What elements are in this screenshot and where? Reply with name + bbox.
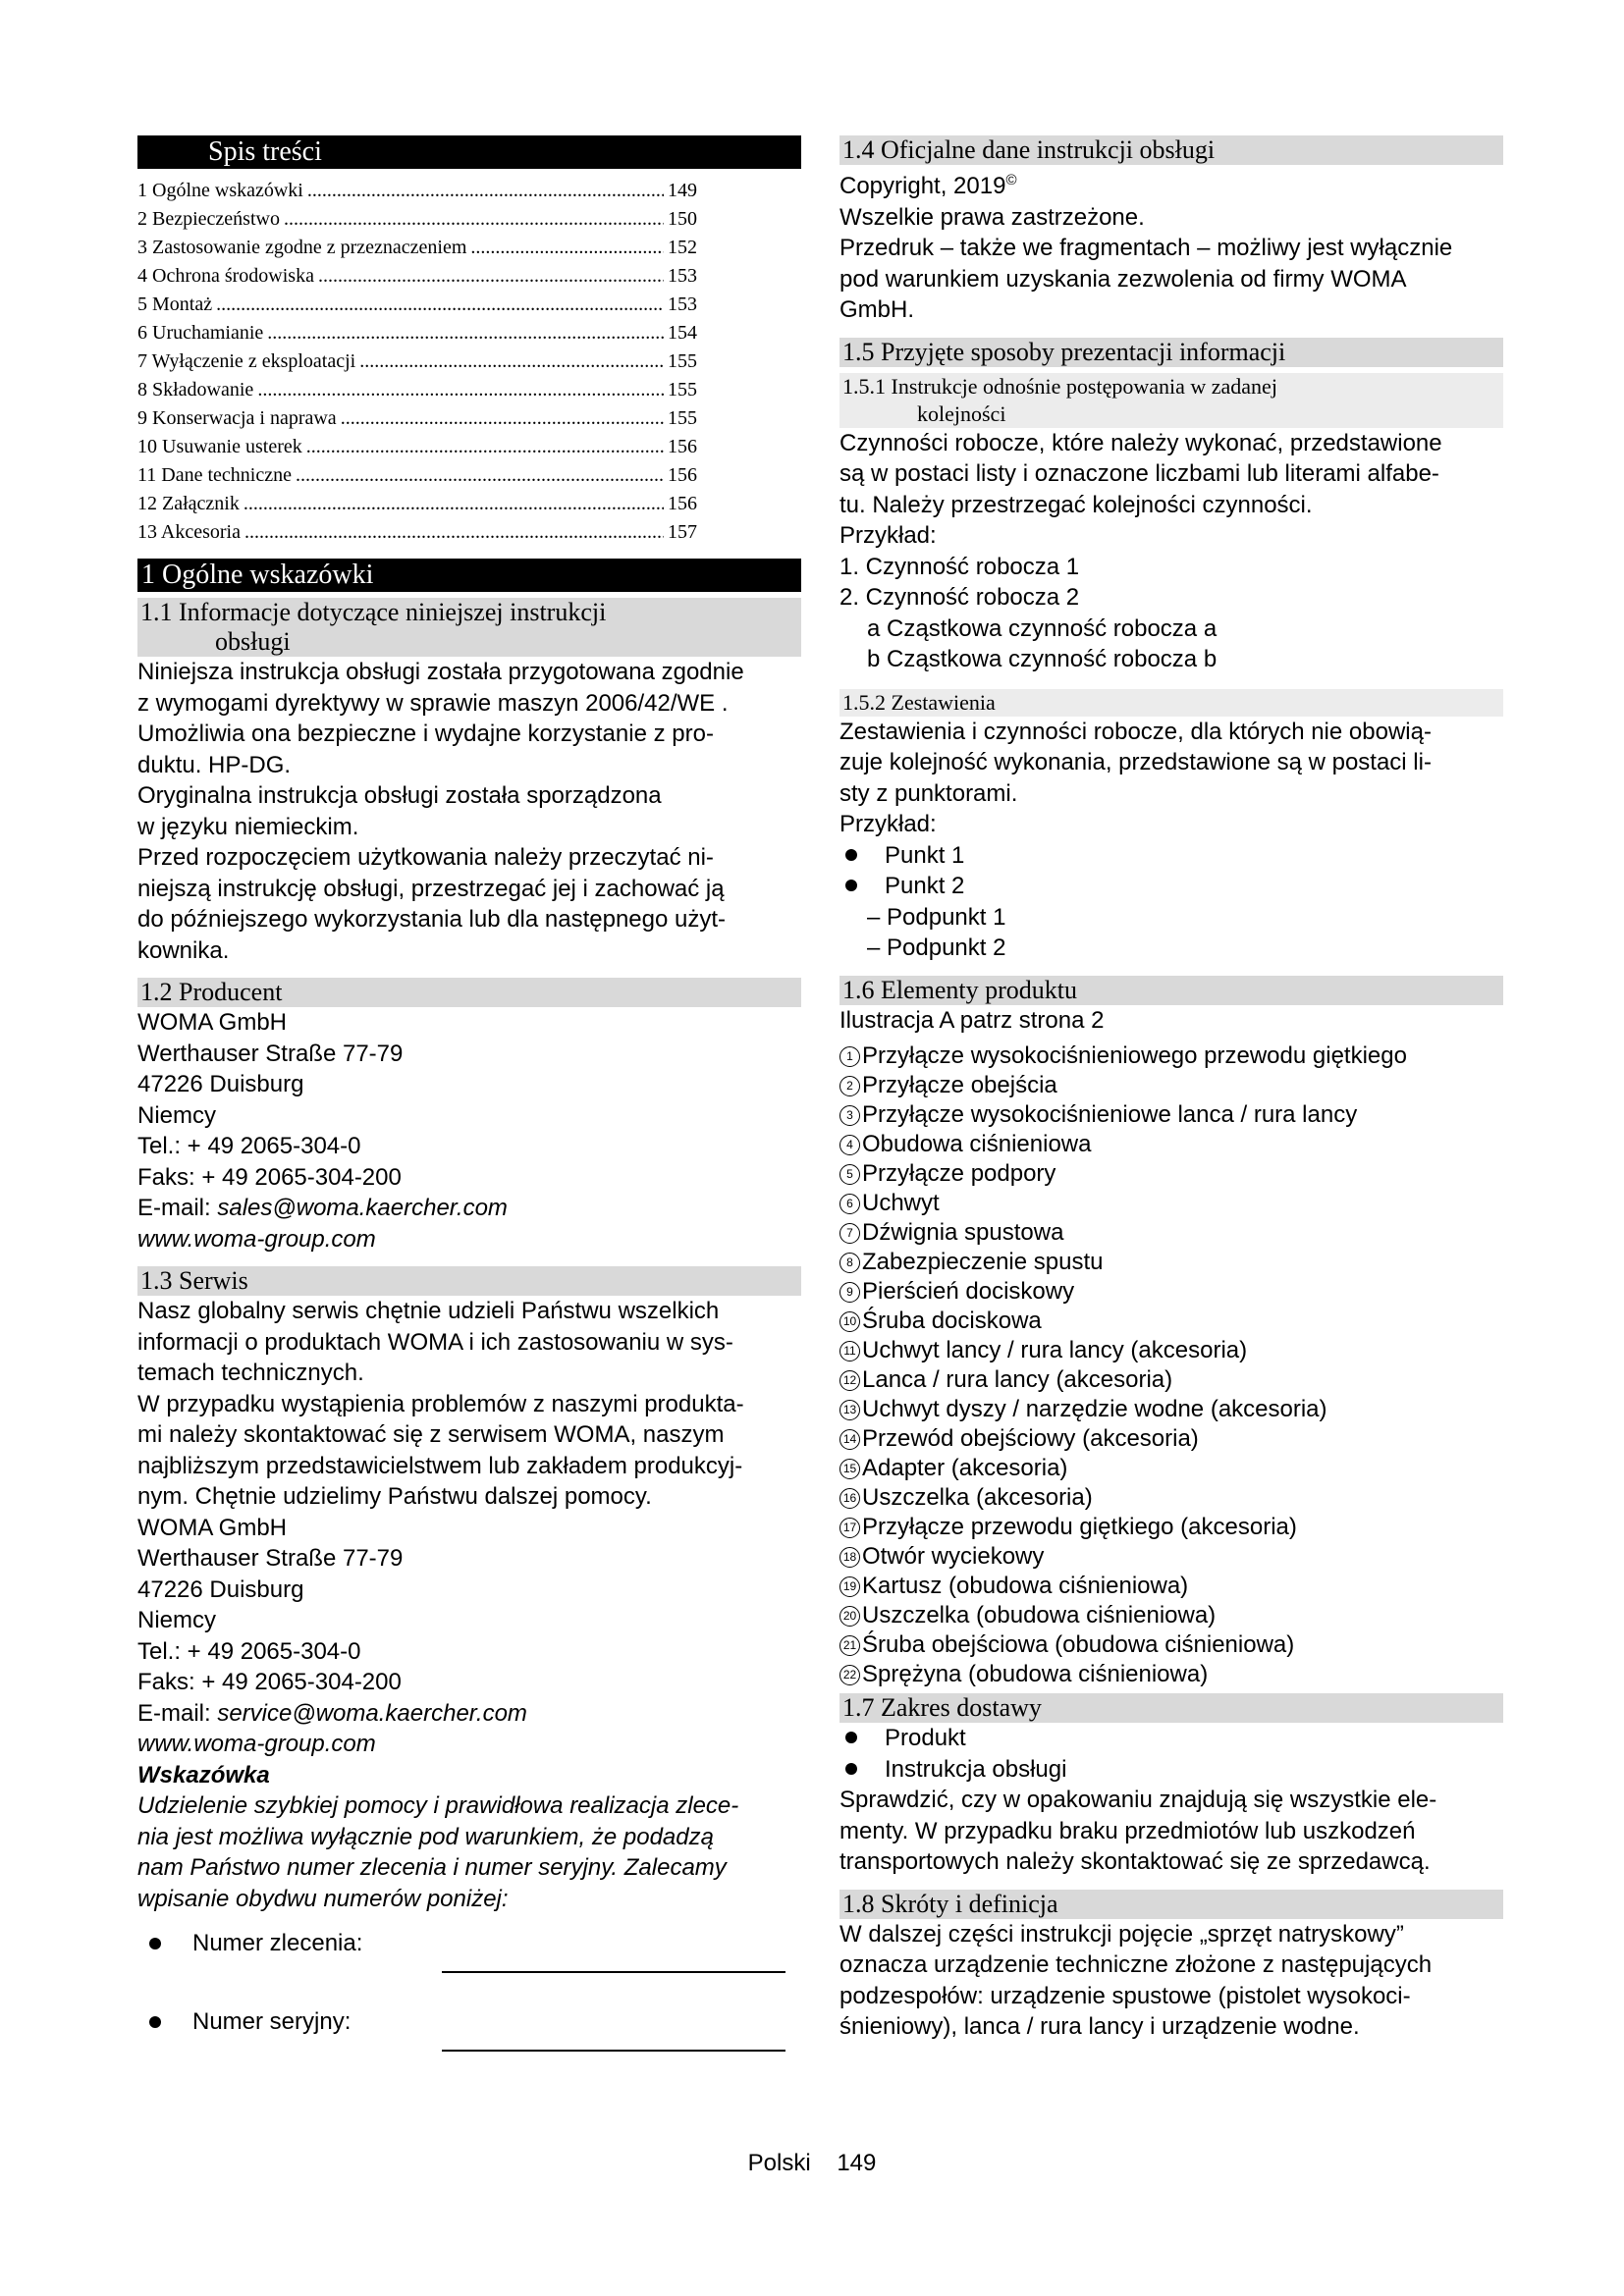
list-item: 17 Przyłącze przewodu giętkiego (akcesoria) [839, 1513, 1503, 1542]
section-heading-1-8: 1.8 Skróty i definicja [839, 1890, 1503, 1919]
number-circle-icon: 9 [839, 1282, 860, 1303]
list-item: 3 Przyłącze wysokociśnieniowe lanca / rura lancy [839, 1100, 1503, 1130]
list-item: 11 Uchwyt lancy / rura lancy (akcesoria) [839, 1336, 1503, 1365]
list-item: 2 Przyłącze obejścia [839, 1071, 1503, 1100]
page-footer [0, 2150, 1624, 2177]
section-heading-1-5: 1.5 Przyjęte sposoby prezentacji informacji [839, 338, 1503, 367]
list-item: 5 Przyłącze podpory [839, 1159, 1503, 1189]
figure-reference: Ilustracja A patrz strona 2 [839, 1006, 1105, 1034]
section-heading-1-7: 1.7 Zakres dostawy [839, 1693, 1503, 1723]
number-circle-icon: 12 [839, 1370, 860, 1391]
list-item: Punkt 1 [839, 840, 1503, 872]
list-item: 18 Otwór wyciekowy [839, 1542, 1503, 1572]
list-item: 16 Uszczelka (akcesoria) [839, 1483, 1503, 1513]
number-circle-icon: 18 [839, 1547, 860, 1568]
list-item: 15 Adapter (akcesoria) [839, 1454, 1503, 1483]
list-item: Instrukcja obsługi [839, 1754, 1503, 1786]
list-item: 8 Zabezpieczenie spustu [839, 1248, 1503, 1277]
bullet-icon [149, 1938, 161, 1949]
list-item: b Cząstkowa czynność robocza b [867, 646, 1218, 672]
toc-entry[interactable]: 9 Konserwacja i naprawa ..... 155 [137, 404, 697, 433]
list-item: 14 Przewód obejściowy (akcesoria) [839, 1424, 1503, 1454]
list-item: 21 Śruba obejściowa (obudowa ciśnieniowa) [839, 1630, 1503, 1660]
section-heading-1-6: 1.6 Elementy produktu [839, 976, 1503, 1005]
number-circle-icon: 19 [839, 1576, 860, 1597]
list-item: – Podpunkt 2 [867, 934, 1006, 961]
footer-language: Polski [747, 2150, 811, 2176]
order-number-field[interactable]: Numer zlecenia: [137, 1928, 801, 2006]
note-title: Wskazówka [137, 1761, 270, 1789]
section-1-1-body: Niniejsza instrukcja obsługi została przygotowana zgodnie z wymogami dyrektywy w sprawie maszyn 2006/42/WE . Umożliwia ona bezpieczne i wydajne korzystanie z pro- duktu. HP-DG. Oryginalna instrukcja obsługi została sporządzona w języku niemieckim. Przed rozpoczęciem użytkowania należy przeczytać ni- niejszą instrukcję obsługi, przestrzegać jej i zachować ją do późniejszego wykorzystania lub dla następnego użyt- kownika. [137, 659, 744, 964]
right-column: 1.4 Oficjalne dane instrukcji obsługi Copyright, 2019© Wszelkie prawa zastrzeżone. Przedruk – także we fragmentach – możliwy jest wyłącznie pod warunkiem uzyskania zezwolenia od firmy WOMA GmbH. 1.5 Przyjęte sposoby prezentacji informacji 1.5.1 Instrukcje odnośnie postępowania w zadanej kolejności Czynności robocze, które należy wykonać, przedstawione są w postaci listy i oznaczone liczbami lub literami alfabe- tu. Należy przestrzegać kolejności czynności. Przykład: 1. Czynność robocza 1 2. Czynność robocza 2 a Cząstkowa czynność robocza a b Cząstkowa czynność robocza b 1.5.2 Zestawienia Zestawienia i czynności robocze, dla których nie obowią- zuje kolejność wykonania, przedstawione są w postaci li- sty z punktorami. Przykład: Punkt 1 Punkt 2 – Podpunkt 1 – Podpunkt 2 1.6 Elementy produktu Ilustracja A patrz strona 2 1 Przyłącze wysokociśnieniowego przewodu giętkiego 2 Przyłącze obejścia 3 Przyłącze wysokociśnieniowe lanca / rura lancy 4 Obudowa ciśnieniowa 5 Przyłącze podpory 6 Uchwyt 7 Dźwignia spustowa 8 Zabezpieczenie spustu 9 Pierścień dociskowy 10 Śruba dociskowa 11 Uchwyt lancy / rura lancy (akcesoria) 12 Lanca / rura lancy (akcesoria) 13 Uchwyt dyszy / narzędzie wodne (akcesoria) 14 Przewód obejściowy (akcesoria) 15 Adapter (akcesoria) 16 Uszczelka (akcesoria) 17 Przyłącze przewodu giętkiego (akcesoria) 18 Otwór wyciekowy 19 Kartusz (obudowa ciśnieniowa) 20 Uszczelka (obudowa ciśnieniowa) 21 Śruba obejściowa (obudowa ciśnieniowa) 22 Sprężyna (obudowa ciśnieniowa) 1.7 Zakres dostawy Produkt Instrukcja obsługi Sprawdzić, czy w opakowaniu znajdują się wszystkie ele- menty. W przypadku braku przedmiotów lub uszkodzeń transportowych należy skontaktować się ze sprzedawcą. 1.8 Skróty i definicja W dalszej części instrukcji pojęcie „sprzęt natryskowy” oznacza urządzenie techniczne złożone z następujących podzespołów: urządzenie spustowe (pistolet wysokoci- śnieniowy), lanca / rura lancy i urządzenie wodne. [839, 135, 1503, 2043]
list-item: 6 Uchwyt [839, 1189, 1503, 1218]
toc-entry[interactable]: 8 Składowanie ..... 155 [137, 376, 697, 404]
bullet-list [839, 840, 1503, 902]
list-item: 4 Obudowa ciśnieniowa [839, 1130, 1503, 1159]
bullet-icon [845, 1732, 857, 1743]
toc-entry[interactable]: 5 Montaż ..... 153 [137, 291, 697, 319]
number-circle-icon: 15 [839, 1459, 860, 1479]
list-item: Punkt 2 [839, 871, 1503, 902]
bullet-icon [845, 849, 857, 861]
list-item: 22 Sprężyna (obudowa ciśnieniowa) [839, 1660, 1503, 1689]
number-circle-icon: 17 [839, 1518, 860, 1538]
number-circle-icon: 14 [839, 1429, 860, 1450]
page-number: 149 [837, 2150, 877, 2176]
list-item: 7 Dźwignia spustowa [839, 1218, 1503, 1248]
toc-entry[interactable]: 10 Usuwanie usterek ..... 156 [137, 433, 697, 461]
number-circle-icon: 1 [839, 1046, 860, 1067]
website-link[interactable]: www.woma-group.com [137, 1731, 376, 1757]
list-item: 10 Śruba dociskowa [839, 1307, 1503, 1336]
toc-entry[interactable]: 7 Wyłączenie z eksploatacji ..... 155 [137, 347, 697, 376]
section-heading-1: 1 Ogólne wskazówki [137, 559, 801, 592]
list-item: 1 Przyłącze wysokociśnieniowego przewodu giętkiego [839, 1041, 1503, 1071]
number-circle-icon: 6 [839, 1194, 860, 1214]
toc-entry[interactable]: 11 Dane techniczne ..... 156 [137, 461, 697, 490]
serial-number-field[interactable]: Numer seryjny: [137, 2006, 801, 2085]
left-column [137, 135, 801, 2085]
toc-entry[interactable]: 1 Ogólne wskazówki ..... 149 [137, 177, 697, 205]
section-heading-1-3: 1.3 Serwis [137, 1266, 801, 1296]
copyright-line: Copyright, 2019© [839, 172, 1017, 199]
bullet-icon [149, 2016, 161, 2028]
list-item: a Cząstkowa czynność robocza a [867, 614, 1218, 642]
toc-entry[interactable]: 12 Załącznik ..... 156 [137, 490, 697, 518]
serial-number-line[interactable] [442, 2050, 785, 2052]
website-link[interactable]: www.woma-group.com [137, 1225, 376, 1253]
service-email-link[interactable]: service@woma.kaercher.com [217, 1699, 527, 1727]
list-item: 9 Pierścień dociskowy [839, 1277, 1503, 1307]
section-heading-1-5-2: 1.5.2 Zestawienia [839, 689, 1503, 717]
service-section-body: Nasz globalny serwis chętnie udzieli Państwu wszelkich informacji o produktach WOMA i ich zastosowaniu w sys- temach technicznych. W przypadku wystąpienia problemów z naszymi produkta- mi należy skontaktować się z serwisem WOMA, naszym najbliższym przedstawicielstwem lub zakładem produkcyj- nym. Chętnie udzielimy Państwu dalszej pomocy. WOMA GmbH Werthauser Straße 77-79 47226 Duisburg Niemcy Tel.: + 49 2065-304-0 Faks: + 49 2065-304-200 E-mail: service@woma.kaercher.com www.woma-group.com Wskazówka Udzielenie szybkiej pomocy i prawidłowa realizacja zlece- nia jest możliwa wyłącznie pod warunkiem, że podadzą nam Państwo numer zlecenia i numer seryjny. Zalecamy wpisanie obydwu numerów poniżej: [137, 1296, 801, 1914]
list-item: – Podpunkt 1 [867, 903, 1006, 931]
section-heading-1-1: 1.1 Informacje dotyczące niniejszej instrukcji obsługi [137, 598, 801, 657]
number-circle-icon: 8 [839, 1253, 860, 1273]
numbered-steps [839, 552, 1503, 675]
number-circle-icon: 20 [839, 1606, 860, 1627]
number-circle-icon: 2 [839, 1076, 860, 1096]
list-item: 1. Czynność robocza 1 [839, 553, 1080, 580]
bullet-icon [845, 1763, 857, 1775]
toc-heading: Spis treści [137, 135, 801, 169]
list-item: 19 Kartusz (obudowa ciśnieniowa) [839, 1572, 1503, 1601]
section-heading-1-4: 1.4 Oficjalne dane instrukcji obsługi [839, 135, 1503, 165]
number-circle-icon: 10 [839, 1311, 860, 1332]
toc-entry[interactable]: 13 Akcesoria ..... 157 [137, 518, 697, 547]
toc-entry[interactable]: 4 Ochrona środowiska ..... 153 [137, 262, 697, 291]
list-item: Produkt [839, 1723, 1503, 1754]
number-circle-icon: 22 [839, 1665, 860, 1685]
toc-entry[interactable]: 6 Uruchamianie ..... 154 [137, 319, 697, 347]
delivery-list [839, 1723, 1503, 1785]
sales-email-link[interactable]: sales@woma.kaercher.com [217, 1195, 508, 1221]
toc-entry[interactable]: 2 Bezpieczeństwo ..... 150 [137, 205, 697, 234]
toc-entry[interactable]: 3 Zastosowanie zgodne z przeznaczeniem ..... 152 [137, 234, 697, 262]
number-circle-icon: 11 [839, 1341, 860, 1362]
list-item: 13 Uchwyt dyszy / narzędzie wodne (akcesoria) [839, 1395, 1503, 1424]
number-circle-icon: 5 [839, 1164, 860, 1185]
order-number-line[interactable] [442, 1971, 785, 1973]
number-circle-icon: 21 [839, 1635, 860, 1656]
component-list [839, 1041, 1503, 1689]
number-circle-icon: 4 [839, 1135, 860, 1155]
manufacturer-address: WOMA GmbH Werthauser Straße 77-79 47226 Duisburg Niemcy Tel.: + 49 2065-304-0 Faks: + 49 2065-304-200 E-mail: sales@woma.kaercher.com www.woma-group.com [137, 1007, 801, 1255]
number-circle-icon: 13 [839, 1400, 860, 1420]
bullet-icon [845, 880, 857, 891]
list-item: 2. Czynność robocza 2 [839, 584, 1080, 611]
list-item: 20 Uszczelka (obudowa ciśnieniowa) [839, 1601, 1503, 1630]
section-heading-1-5-1: 1.5.1 Instrukcje odnośnie postępowania w zadanej kolejności [839, 373, 1503, 428]
section-heading-1-2: 1.2 Producent [137, 978, 801, 1007]
toc-list [137, 177, 801, 547]
list-item: 12 Lanca / rura lancy (akcesoria) [839, 1365, 1503, 1395]
number-circle-icon: 3 [839, 1105, 860, 1126]
number-circle-icon: 7 [839, 1223, 860, 1244]
number-circle-icon: 16 [839, 1488, 860, 1509]
